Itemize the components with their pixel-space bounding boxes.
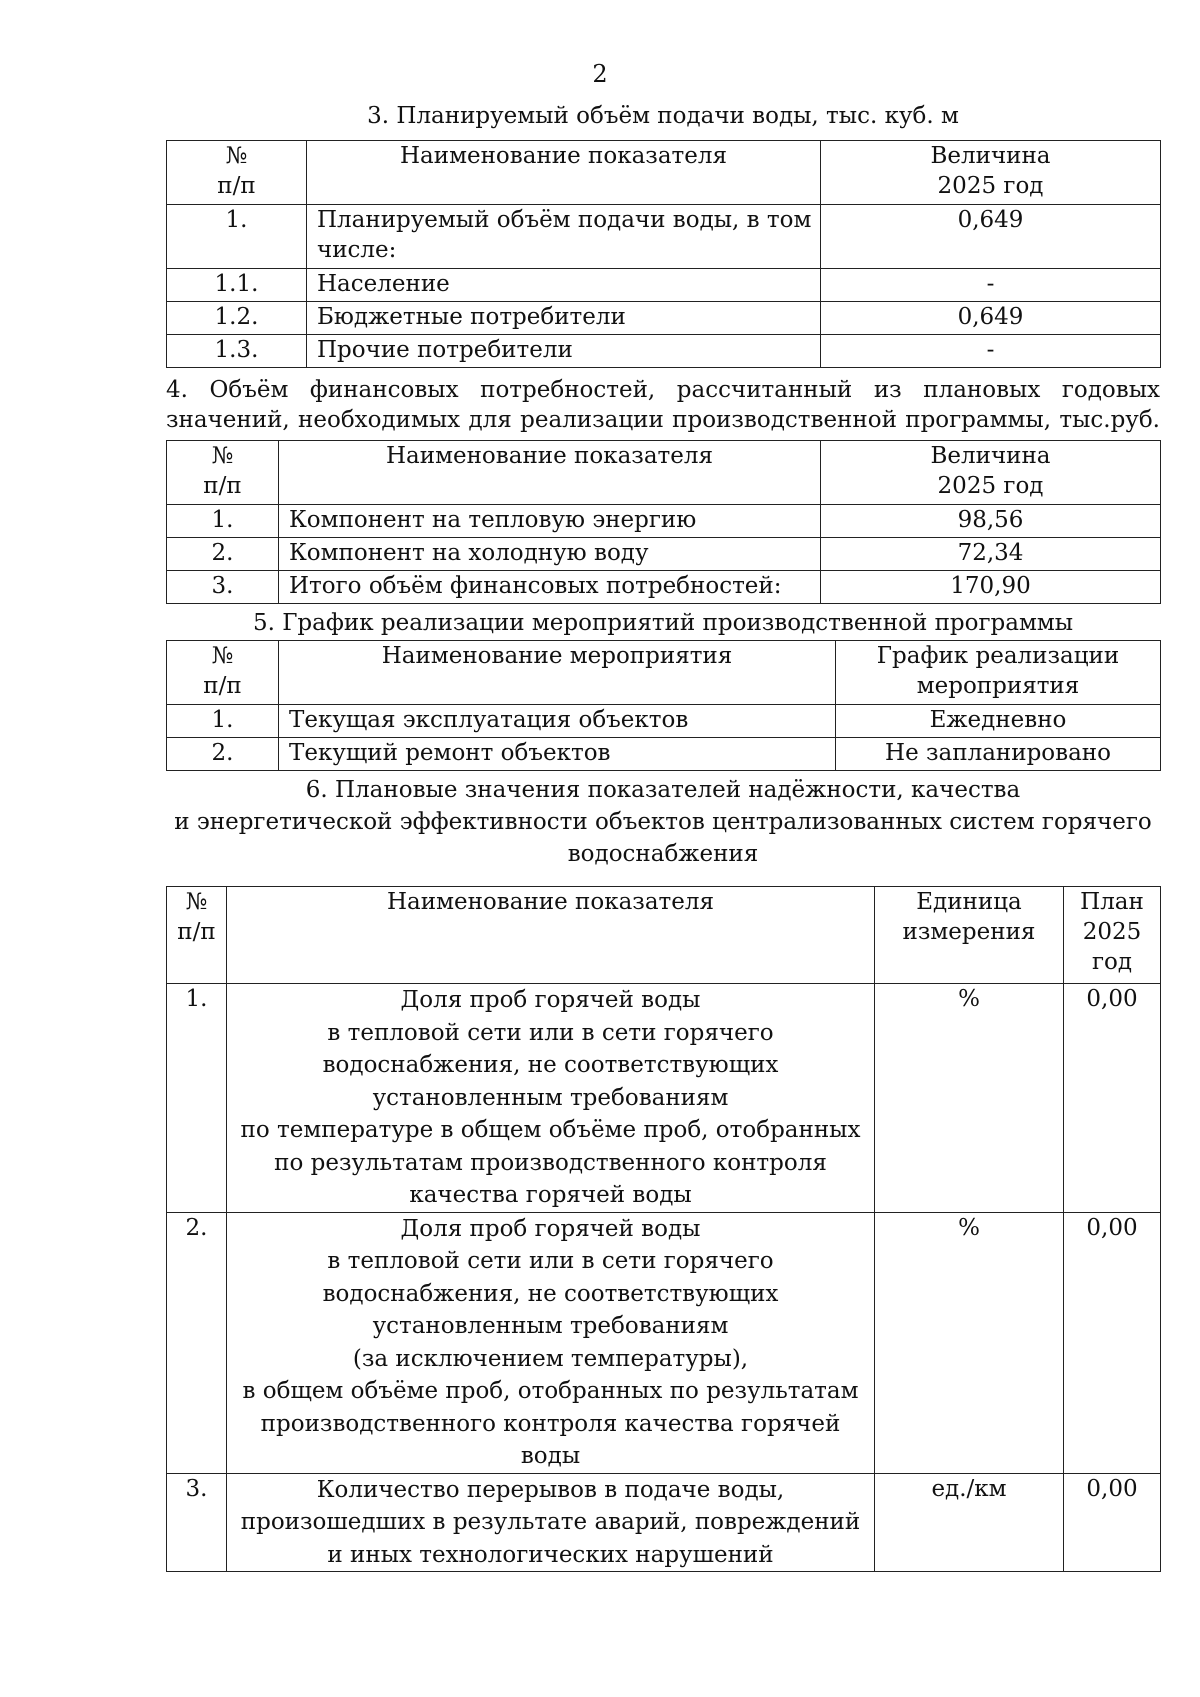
table-row xyxy=(167,1212,1161,1473)
row-name: Итого объём финансовых потребностей: xyxy=(279,571,821,604)
row-unit: % xyxy=(875,1212,1064,1473)
header-name: Наименование показателя xyxy=(279,441,821,505)
header-name: Наименование показателя xyxy=(227,887,875,984)
table-row xyxy=(167,738,1161,771)
row-num: 2. xyxy=(167,1212,227,1473)
section5-table xyxy=(166,640,1161,771)
section5-title: 5. График реализации мероприятий производственной программы xyxy=(252,610,1074,636)
section6-title-line3: водоснабжения xyxy=(567,841,759,867)
page-number: 2 xyxy=(592,60,608,88)
row-name: Население xyxy=(307,269,821,302)
row-name: Планируемый объём подачи воды, в том числе: xyxy=(307,205,821,269)
row-name: Доля проб горячей воды в тепловой сети или в сети горячего водоснабжения, не соответствующих установленным требованиям по температуре в общем объёме проб, отобранных по результатам производственного контроля качества горячей воды xyxy=(227,984,875,1213)
row-value: 98,56 xyxy=(821,505,1161,538)
row-num: 1.2. xyxy=(167,302,307,335)
row-name: Бюджетные потребители xyxy=(307,302,821,335)
header-name: Наименование мероприятия xyxy=(279,641,836,705)
section6-title-line1: 6. Плановые значения показателей надёжности, качества xyxy=(305,777,1021,803)
row-num: 3. xyxy=(167,571,279,604)
row-name: Прочие потребители xyxy=(307,335,821,368)
table-row xyxy=(167,705,1161,738)
table-header-row xyxy=(167,141,1161,205)
table-row xyxy=(167,269,1161,302)
row-plan: 0,00 xyxy=(1064,1473,1161,1572)
section6-table xyxy=(166,886,1161,1572)
row-plan: 0,00 xyxy=(1064,1212,1161,1473)
header-num: № п/п xyxy=(167,641,279,705)
table-row xyxy=(167,505,1161,538)
section3-table xyxy=(166,140,1161,368)
header-name: Наименование показателя xyxy=(307,141,821,205)
row-value: 72,34 xyxy=(821,538,1161,571)
row-num: 1. xyxy=(167,705,279,738)
table-header-row xyxy=(167,441,1161,505)
row-num: 1.3. xyxy=(167,335,307,368)
row-name: Текущая эксплуатация объектов xyxy=(279,705,836,738)
table-row xyxy=(167,1473,1161,1572)
header-value: Величина 2025 год xyxy=(821,441,1161,505)
row-num: 2. xyxy=(167,738,279,771)
table-row xyxy=(167,302,1161,335)
row-num: 3. xyxy=(167,1473,227,1572)
row-schedule: Не запланировано xyxy=(836,738,1161,771)
row-name: Компонент на холодную воду xyxy=(279,538,821,571)
header-schedule: График реализации мероприятия xyxy=(836,641,1161,705)
row-name: Количество перерывов в подаче воды, произошедших в результате аварий, повреждений и иных технологических нарушений xyxy=(227,1473,875,1572)
row-value: - xyxy=(821,269,1161,302)
table-header-row xyxy=(167,887,1161,984)
row-value: - xyxy=(821,335,1161,368)
row-plan: 0,00 xyxy=(1064,984,1161,1213)
row-num: 1. xyxy=(167,205,307,269)
row-schedule: Ежедневно xyxy=(836,705,1161,738)
section6-title-line2: и энергетической эффективности объектов централизованных систем горячего xyxy=(174,809,1152,835)
section3-title: 3. Планируемый объём подачи воды, тыс. куб. м xyxy=(367,103,959,129)
row-num: 1.1. xyxy=(167,269,307,302)
section4-title-line2: значений, необходимых для реализации производственной программы, тыс.руб. xyxy=(166,407,1160,433)
table-row xyxy=(167,984,1161,1213)
header-num: № п/п xyxy=(167,141,307,205)
row-unit: ед./км xyxy=(875,1473,1064,1572)
table-row xyxy=(167,205,1161,269)
row-value: 0,649 xyxy=(821,302,1161,335)
row-num: 1. xyxy=(167,505,279,538)
row-value: 0,649 xyxy=(821,205,1161,269)
row-value: 170,90 xyxy=(821,571,1161,604)
row-num: 2. xyxy=(167,538,279,571)
section4-table xyxy=(166,440,1161,604)
row-name: Доля проб горячей воды в тепловой сети или в сети горячего водоснабжения, не соответствующих установленным требованиям (за исключением температуры), в общем объёме проб, отобранных по результатам производственного контроля качества горячей воды xyxy=(227,1212,875,1473)
row-unit: % xyxy=(875,984,1064,1213)
table-row xyxy=(167,335,1161,368)
row-name: Компонент на тепловую энергию xyxy=(279,505,821,538)
table-header-row xyxy=(167,641,1161,705)
header-num: № п/п xyxy=(167,887,227,984)
header-plan: План 2025 год xyxy=(1064,887,1161,984)
table-row xyxy=(167,571,1161,604)
section4-title-line1: 4. Объём финансовых потребностей, рассчитанный из плановых годовых xyxy=(166,377,1160,403)
header-num: № п/п xyxy=(167,441,279,505)
row-num: 1. xyxy=(167,984,227,1213)
row-name: Текущий ремонт объектов xyxy=(279,738,836,771)
header-value: Величина 2025 год xyxy=(821,141,1161,205)
table-row xyxy=(167,538,1161,571)
header-unit: Единица измерения xyxy=(875,887,1064,984)
